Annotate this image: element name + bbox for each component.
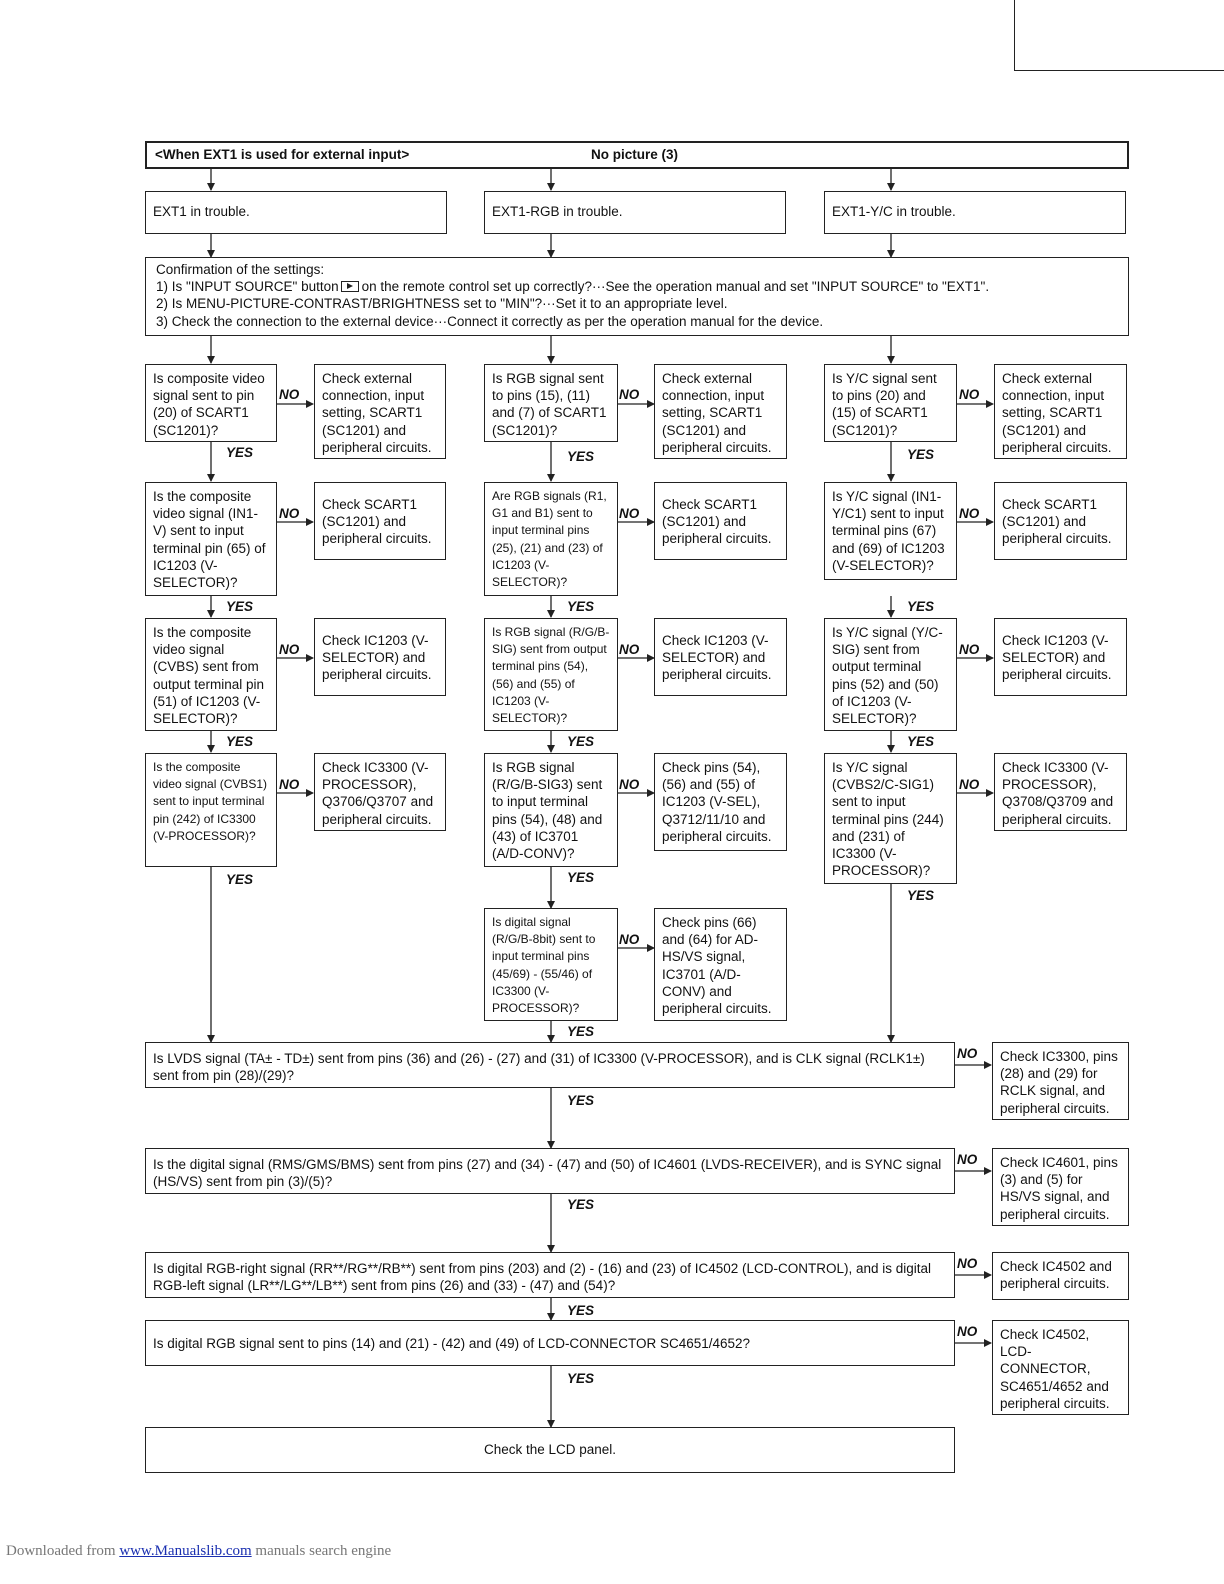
- check-box: Check external connection, input setting, SCART1 (SC1201) and peripheral circuits.: [314, 364, 446, 459]
- common-check-box: Check IC4502 and peripheral circuits.: [992, 1252, 1129, 1300]
- yes-label: YES: [567, 1093, 595, 1108]
- common-check-box: Check IC4502, LCD-CONNECTOR, SC4651/4652 and peripheral circuits.: [992, 1320, 1129, 1415]
- ext1-rgb-trouble-box: EXT1-RGB in trouble.: [484, 191, 786, 234]
- no-label: NO: [279, 387, 300, 402]
- confirmation-line-1: 1) Is "INPUT SOURCE" button on the remote control set up correctly?···See the operation manual and set "INPUT SOURCE" to "EXT1".: [156, 279, 990, 295]
- yes-label: YES: [226, 872, 254, 887]
- no-label: NO: [279, 506, 300, 521]
- yes-label: YES: [567, 599, 595, 614]
- yes-label: YES: [907, 447, 935, 462]
- no-label: NO: [957, 1324, 978, 1339]
- yes-label: YES: [567, 1024, 595, 1039]
- yes-label: YES: [226, 599, 254, 614]
- manualslib-link[interactable]: www.Manualslib.com: [119, 1543, 252, 1559]
- yes-label: YES: [226, 445, 254, 460]
- no-label: NO: [279, 777, 300, 792]
- question-box: Is composite video signal sent to pin (20) of SCART1 (SC1201)?: [145, 364, 277, 442]
- question-box: Is the composite video signal (CVBS) sent from output terminal pin (51) of IC1203 (V-SELECTOR)?: [145, 618, 277, 731]
- question-box: Is the composite video signal (CVBS1) sent to input terminal pin (242) of IC3300 (V-PROCESSOR)?: [145, 753, 277, 867]
- no-label: NO: [957, 1046, 978, 1061]
- question-box: Is the composite video signal (IN1-V) sent to input terminal pin (65) of IC1203 (V-SELECTOR)?: [145, 482, 277, 596]
- no-label: NO: [957, 1256, 978, 1271]
- yes-label: YES: [567, 870, 595, 885]
- yes-label: YES: [567, 1303, 595, 1318]
- question-box: Is Y/C signal (IN1-Y/C1) sent to input terminal pins (67) and (69) of IC1203 (V-SELECTOR)?: [824, 482, 957, 580]
- question-box: Is RGB signal (R/G/B-SIG3) sent to input terminal pins (54), (48) and (43) of IC3701 (A/D-CONV)?: [484, 753, 618, 867]
- confirmation-line-2: 2) Is MENU-PICTURE-CONTRAST/BRIGHTNESS set to "MIN"?···Set it to an appropriate level.: [156, 296, 728, 312]
- footer-prefix: Downloaded from: [6, 1543, 116, 1559]
- yes-label: YES: [907, 888, 935, 903]
- ext1-trouble-box: EXT1 in trouble.: [145, 191, 447, 234]
- input-source-button-icon: [341, 281, 359, 292]
- no-label: NO: [279, 642, 300, 657]
- footer-suffix: manuals search engine: [255, 1543, 392, 1559]
- check-box: Check external connection, input setting, SCART1 (SC1201) and peripheral circuits.: [654, 364, 787, 459]
- question-box: Is Y/C signal (CVBS2/C-SIG1) sent to input terminal pins (244) and (231) of IC3300 (V-PROCESSOR)?: [824, 753, 957, 884]
- check-box: Check IC1203 (V-SELECTOR) and peripheral circuits.: [654, 618, 787, 696]
- check-box: Check SCART1 (SC1201) and peripheral circuits.: [994, 482, 1127, 560]
- common-check-box: Check IC4601, pins (3) and (5) for HS/VS signal, and peripheral circuits.: [992, 1148, 1129, 1226]
- header-symptom: No picture (3): [591, 147, 679, 162]
- confirmation-line-3: 3) Check the connection to the external device···Connect it correctly as per the operation manual for the device.: [156, 313, 824, 329]
- final-box: Check the LCD panel.: [145, 1427, 955, 1473]
- check-box: Check SCART1 (SC1201) and peripheral circuits.: [314, 482, 446, 560]
- no-label: NO: [959, 642, 980, 657]
- question-box: Is RGB signal sent to pins (15), (11) and (7) of SCART1 (SC1201)?: [484, 364, 618, 442]
- ext1-yc-trouble-box: EXT1-Y/C in trouble.: [824, 191, 1126, 234]
- confirmation-box: [145, 257, 1129, 336]
- yes-label: YES: [226, 734, 254, 749]
- common-question-box: Is the digital signal (RMS/GMS/BMS) sent from pins (27) and (34) - (47) and (50) of IC4601 (LVDS-RECEIVER), and is SYNC signal (HS/VS) sent from pin (3)/(5)?: [145, 1148, 955, 1194]
- question-box: Is digital signal (R/G/B-8bit) sent to input terminal pins (45/69) - (55/46) of IC3300 (V-PROCESSOR)?: [484, 908, 618, 1021]
- check-box: Check external connection, input setting, SCART1 (SC1201) and peripheral circuits.: [994, 364, 1127, 459]
- common-check-box: Check IC3300, pins (28) and (29) for RCLK signal, and peripheral circuits.: [992, 1042, 1129, 1120]
- check-box: Check pins (54), (56) and (55) of IC1203 (V-SEL), Q3712/11/10 and peripheral circuits.: [654, 753, 787, 851]
- no-label: NO: [619, 932, 640, 947]
- check-box: Check pins (66) and (64) for AD-HS/VS signal, IC3701 (A/D-CONV) and peripheral circuits.: [654, 908, 787, 1021]
- yes-label: YES: [567, 1371, 595, 1386]
- yes-label: YES: [907, 734, 935, 749]
- common-question-box: Is LVDS signal (TA± - TD±) sent from pins (36) and (26) - (27) and (31) of IC3300 (V-PROCESSOR), and is CLK signal (RCLK1±) sent from pin (28)/(29)?: [145, 1042, 955, 1088]
- no-label: NO: [957, 1152, 978, 1167]
- no-label: NO: [959, 506, 980, 521]
- no-label: NO: [959, 777, 980, 792]
- no-label: NO: [619, 506, 640, 521]
- yes-label: YES: [567, 734, 595, 749]
- check-box: Check SCART1 (SC1201) and peripheral circuits.: [654, 482, 787, 560]
- question-box: Is Y/C signal (Y/C-SIG) sent from output terminal pins (52) and (50) of IC1203 (V-SELECTOR)?: [824, 618, 957, 731]
- check-box: Check IC3300 (V-PROCESSOR), Q3708/Q3709 and peripheral circuits.: [994, 753, 1127, 831]
- no-label: NO: [619, 642, 640, 657]
- header-condition: <When EXT1 is used for external input>: [155, 147, 410, 162]
- check-box: Check IC1203 (V-SELECTOR) and peripheral circuits.: [994, 618, 1127, 696]
- question-box: Is Y/C signal sent to pins (20) and (15) of SCART1 (SC1201)?: [824, 364, 957, 442]
- yes-label: YES: [567, 1197, 595, 1212]
- no-label: NO: [619, 777, 640, 792]
- check-box: Check IC1203 (V-SELECTOR) and peripheral circuits.: [314, 618, 446, 696]
- no-label: NO: [619, 387, 640, 402]
- question-box: Is RGB signal (R/G/B-SIG) sent from output terminal pins (54), (56) and (55) of IC1203 (V-SELECTOR)?: [484, 618, 618, 731]
- yes-label: YES: [907, 599, 935, 614]
- no-label: NO: [959, 387, 980, 402]
- flowchart-header: [145, 141, 1129, 169]
- confirmation-title: Confirmation of the settings:: [156, 262, 325, 277]
- check-box: Check IC3300 (V-PROCESSOR), Q3706/Q3707 and peripheral circuits.: [314, 753, 446, 831]
- question-box: Are RGB signals (R1, G1 and B1) sent to input terminal pins (25), (21) and (23) of IC1203 (V-SELECTOR)?: [484, 482, 618, 596]
- common-question-box: Is digital RGB signal sent to pins (14) and (21) - (42) and (49) of LCD-CONNECTOR SC4651/4652?: [145, 1320, 955, 1366]
- yes-label: YES: [567, 449, 595, 464]
- footer: [6, 1543, 391, 1560]
- common-question-box: Is digital RGB-right signal (RR**/RG**/RB**) sent from pins (203) and (2) - (16) and (23) of IC4502 (LCD-CONTROL), and is digital RGB-left signal (LR**/LG**/LB**) sent from pins (26) and (33) - (47) and (54)?: [145, 1252, 955, 1298]
